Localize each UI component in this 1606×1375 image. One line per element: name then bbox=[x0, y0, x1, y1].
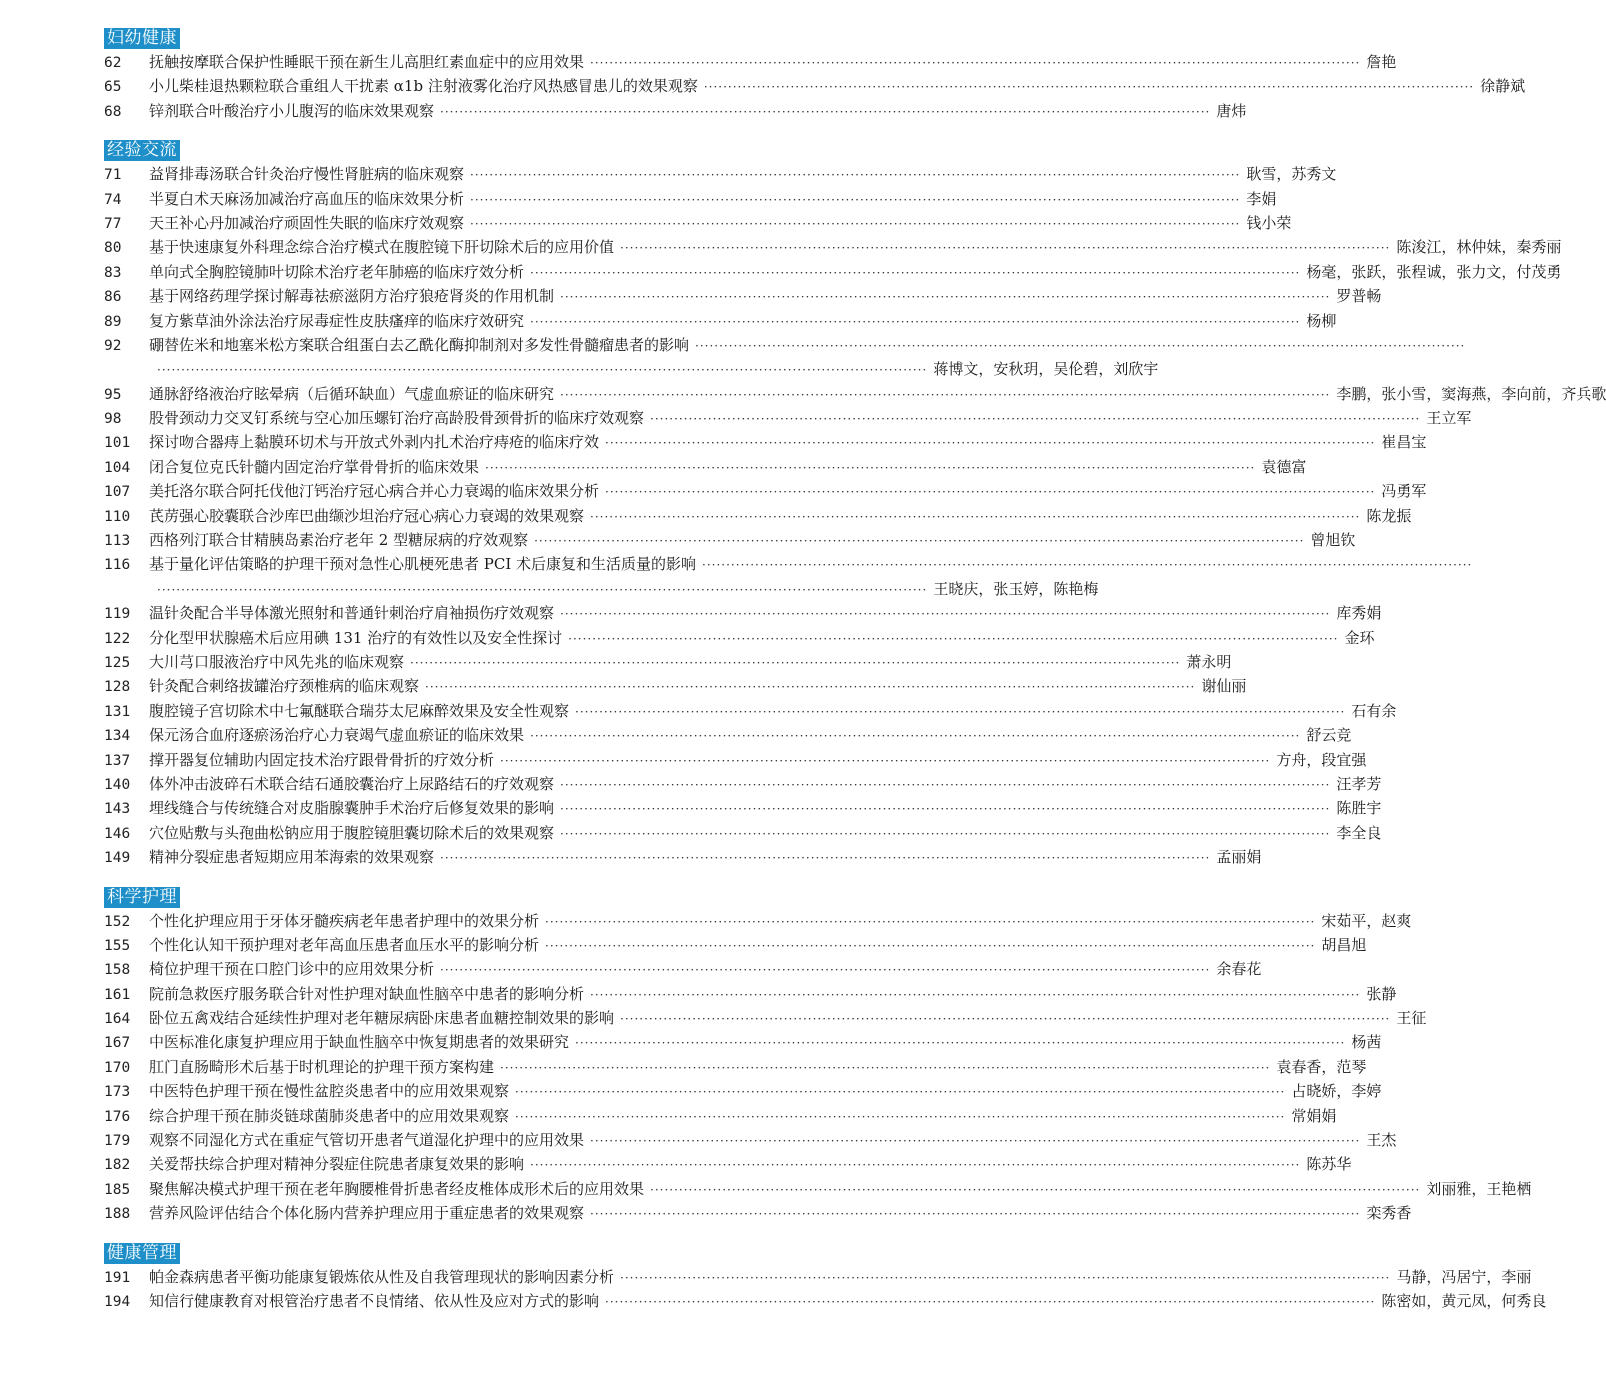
article-authors: 李全良 bbox=[1336, 823, 1382, 842]
article-title: 大川芎口服液治疗中风先兆的临床观察 bbox=[149, 652, 405, 671]
article-title: 通脉舒络液治疗眩晕病（后循环缺血）气虚血瘀证的临床研究 bbox=[149, 384, 555, 403]
dot-leader: ································································································································································ bbox=[590, 1134, 1361, 1149]
dot-leader: ································································································································································ bbox=[545, 914, 1316, 929]
dot-leader: ································································································································································ bbox=[440, 851, 1211, 866]
dot-leader: ································································································································································ bbox=[530, 1158, 1301, 1173]
article-authors: 刘丽雅，王艳栖 bbox=[1426, 1179, 1532, 1198]
article-title: 美托洛尔联合阿托伐他汀钙治疗冠心病合并心力衰竭的临床效果分析 bbox=[149, 482, 600, 501]
article-title: 闭合复位克氏针髓内固定治疗掌骨骨折的临床效果 bbox=[149, 457, 480, 476]
toc-entry[interactable] bbox=[104, 846, 1262, 870]
dot-leader: ································································································································································ bbox=[620, 1270, 1391, 1285]
article-authors: 冯勇军 bbox=[1381, 482, 1427, 501]
toc-entry[interactable] bbox=[104, 1129, 1397, 1153]
page-number: 152 bbox=[104, 913, 131, 930]
toc-entry[interactable] bbox=[104, 1056, 1367, 1080]
article-authors: 杨茜 bbox=[1351, 1033, 1382, 1052]
page-number: 161 bbox=[104, 986, 131, 1003]
dot-leader: ································································································································································ bbox=[157, 582, 928, 597]
article-title: 益肾排毒汤联合针灸治疗慢性肾脏病的临床观察 bbox=[149, 165, 465, 184]
page-number: 176 bbox=[104, 1108, 131, 1125]
page-number: 104 bbox=[104, 459, 131, 476]
toc-entry[interactable] bbox=[104, 1290, 1547, 1314]
table-of-contents bbox=[104, 28, 1606, 1330]
toc-entry[interactable] bbox=[104, 529, 1356, 553]
toc-entry[interactable] bbox=[104, 456, 1307, 480]
page-number: 92 bbox=[104, 337, 122, 354]
article-title: 卧位五禽戏结合延续性护理对老年糖尿病卧床患者血糖控制效果的影响 bbox=[149, 1009, 615, 1028]
toc-entry[interactable] bbox=[104, 212, 1292, 236]
dot-leader: ································································································································································ bbox=[575, 1036, 1346, 1051]
article-authors: 舒云竞 bbox=[1306, 726, 1352, 745]
toc-entry[interactable] bbox=[104, 773, 1382, 797]
page-number: 86 bbox=[104, 289, 122, 306]
dot-leader: ································································································································································ bbox=[568, 631, 1339, 646]
page-number: 140 bbox=[104, 776, 131, 793]
dot-leader: ································································································································································ bbox=[500, 1060, 1271, 1075]
toc-entry[interactable] bbox=[104, 700, 1397, 724]
page-number: 62 bbox=[104, 55, 122, 71]
page-number: 77 bbox=[104, 215, 122, 232]
section-title: 健康管理 bbox=[104, 1243, 180, 1264]
page-number: 113 bbox=[104, 533, 131, 550]
toc-entry[interactable] bbox=[104, 75, 1526, 99]
dot-leader: ································································································································································ bbox=[590, 56, 1361, 70]
article-title: 西格列汀联合甘精胰岛素治疗老年 2 型糖尿病的疗效观察 bbox=[149, 531, 529, 550]
toc-entry[interactable] bbox=[104, 407, 1472, 431]
page-number: 107 bbox=[104, 484, 131, 501]
article-title: 分化型甲状腺癌术后应用碘 131 治疗的有效性以及安全性探讨 bbox=[149, 628, 563, 647]
article-authors: 陈胜宇 bbox=[1336, 799, 1382, 818]
toc-entry[interactable] bbox=[104, 797, 1382, 821]
dot-leader: ································································································································································ bbox=[485, 460, 1256, 475]
toc-entry[interactable] bbox=[104, 1202, 1412, 1226]
page-number: 125 bbox=[104, 654, 131, 671]
page-number: 167 bbox=[104, 1035, 131, 1052]
article-authors: 徐静斌 bbox=[1480, 77, 1526, 96]
dot-leader: ································································································································································ bbox=[530, 314, 1301, 329]
dot-leader: ································································································································································ bbox=[534, 534, 1305, 549]
article-authors: 蒋博文，安秋玥，吴伦碧，刘欣宇 bbox=[933, 360, 1159, 379]
page-number: 173 bbox=[104, 1084, 131, 1101]
toc-entry-continuation[interactable] bbox=[104, 578, 1099, 602]
page-number: 128 bbox=[104, 679, 131, 696]
article-title: 聚焦解决模式护理干预在老年胸腰椎骨折患者经皮椎体成形术后的应用效果 bbox=[149, 1179, 645, 1198]
section-health-management bbox=[104, 1242, 1547, 1315]
article-authors: 谢仙丽 bbox=[1201, 677, 1247, 696]
toc-entry[interactable] bbox=[104, 602, 1382, 626]
dot-leader: ································································································································································ bbox=[560, 387, 1331, 402]
dot-leader: ································································································································································ bbox=[470, 216, 1241, 231]
toc-list bbox=[104, 51, 1526, 124]
page-number: 89 bbox=[104, 313, 122, 330]
page-number: 110 bbox=[104, 508, 131, 525]
article-title: 复方紫草油外涂法治疗尿毒症性皮肤瘙痒的临床疗效研究 bbox=[149, 311, 525, 330]
page-number: 149 bbox=[104, 850, 131, 867]
dot-leader: ································································································································································ bbox=[515, 1085, 1286, 1100]
toc-entry[interactable] bbox=[104, 675, 1247, 699]
toc-entry[interactable] bbox=[104, 1105, 1337, 1129]
article-title: 体外冲击波碎石术联合结石通胶囊治疗上尿路结石的疗效观察 bbox=[149, 774, 555, 793]
dot-leader: ································································································································································ bbox=[470, 168, 1241, 183]
toc-list bbox=[104, 910, 1532, 1227]
article-title: 针灸配合刺络拔罐治疗颈椎病的临床观察 bbox=[149, 677, 420, 696]
article-authors: 陈龙振 bbox=[1366, 506, 1412, 525]
article-authors: 方舟，段宜强 bbox=[1276, 750, 1367, 769]
article-authors: 陈密如，黄元凤，何秀良 bbox=[1381, 1291, 1547, 1310]
dot-leader: ································································································································································ bbox=[590, 509, 1361, 524]
page-number: 116 bbox=[104, 557, 131, 574]
toc-entry[interactable] bbox=[104, 188, 1277, 212]
toc-entry[interactable] bbox=[104, 934, 1367, 958]
article-authors: 金环 bbox=[1344, 628, 1375, 647]
dot-leader: ································································································································································ bbox=[530, 265, 1301, 280]
article-title: 探讨吻合器痔上黏膜环切术与开放式外剥内扎术治疗痔疮的临床疗效 bbox=[149, 433, 600, 452]
article-title: 中医特色护理干预在慢性盆腔炎患者中的应用效果观察 bbox=[149, 1082, 510, 1101]
toc-entry[interactable] bbox=[104, 1007, 1427, 1031]
article-authors: 汪孝芳 bbox=[1336, 774, 1382, 793]
dot-leader: ································································································································································ bbox=[560, 607, 1331, 622]
article-authors: 崔昌宝 bbox=[1381, 433, 1427, 452]
page-number: 65 bbox=[104, 79, 122, 96]
article-authors: 萧永明 bbox=[1186, 652, 1232, 671]
toc-entry[interactable] bbox=[104, 163, 1337, 187]
dot-leader: ································································································································································ bbox=[157, 363, 928, 378]
article-authors: 马静，冯居宁，李丽 bbox=[1396, 1267, 1532, 1286]
article-authors: 占晓娇，李婷 bbox=[1291, 1082, 1382, 1101]
article-authors: 唐炜 bbox=[1216, 101, 1247, 120]
article-authors: 宋茹平，赵爽 bbox=[1321, 911, 1412, 930]
section-title: 经验交流 bbox=[104, 140, 180, 161]
article-title: 保元汤合血府逐瘀汤治疗心力衰竭气虚血瘀证的临床效果 bbox=[149, 726, 525, 745]
page-number: 164 bbox=[104, 1011, 131, 1028]
toc-list bbox=[104, 163, 1606, 870]
article-authors: 张静 bbox=[1366, 984, 1397, 1003]
article-title: 肛门直肠畸形术后基于时机理论的护理干预方案构建 bbox=[149, 1057, 495, 1076]
toc-entry[interactable] bbox=[104, 651, 1232, 675]
article-authors: 王征 bbox=[1396, 1009, 1427, 1028]
toc-entry[interactable] bbox=[104, 1153, 1352, 1177]
dot-leader: ································································································································································ bbox=[440, 963, 1211, 978]
article-authors: 库秀娟 bbox=[1336, 604, 1382, 623]
article-title: 帕金森病患者平衡功能康复锻炼依从性及自我管理现状的影响因素分析 bbox=[149, 1267, 615, 1286]
dot-leader: ································································································································································ bbox=[440, 104, 1211, 119]
dot-leader: ································································································································································ bbox=[530, 729, 1301, 744]
article-authors: 詹艳 bbox=[1366, 53, 1397, 71]
page-number: 191 bbox=[104, 1269, 131, 1286]
page-number: 170 bbox=[104, 1059, 131, 1076]
dot-leader: ································································································································································ bbox=[695, 338, 1466, 353]
toc-entry[interactable] bbox=[104, 480, 1427, 504]
section-scientific-nursing bbox=[104, 886, 1532, 1227]
dot-leader: ································································································································································ bbox=[590, 1207, 1361, 1222]
article-title: 中医标准化康复护理应用于缺血性脑卒中恢复期患者的效果研究 bbox=[149, 1033, 570, 1052]
page-number: 194 bbox=[104, 1293, 131, 1310]
toc-entry[interactable] bbox=[104, 822, 1382, 846]
page-number: 131 bbox=[104, 703, 131, 720]
page-number: 101 bbox=[104, 435, 131, 452]
toc-list bbox=[104, 1266, 1547, 1315]
article-title: 基于快速康复外科理念综合治疗模式在腹腔镜下肝切除术后的应用价值 bbox=[149, 238, 615, 257]
article-title: 综合护理干预在肺炎链球菌肺炎患者中的应用效果观察 bbox=[149, 1106, 510, 1125]
toc-entry[interactable] bbox=[104, 553, 1473, 577]
article-authors: 耿雪，苏秀文 bbox=[1246, 165, 1337, 184]
toc-entry[interactable] bbox=[104, 310, 1337, 334]
page-number: 188 bbox=[104, 1206, 131, 1223]
article-title: 基于网络药理学探讨解毒祛瘀滋阴方治疗狼疮肾炎的作用机制 bbox=[149, 287, 555, 306]
page-number: 146 bbox=[104, 825, 131, 842]
toc-entry[interactable] bbox=[104, 505, 1412, 529]
section-title: 妇幼健康 bbox=[104, 28, 180, 49]
toc-entry[interactable] bbox=[104, 983, 1397, 1007]
article-authors: 陈苏华 bbox=[1306, 1155, 1352, 1174]
toc-entry[interactable] bbox=[104, 51, 1397, 75]
toc-entry-continuation[interactable] bbox=[104, 358, 1159, 382]
toc-entry[interactable] bbox=[104, 100, 1247, 124]
toc-entry[interactable] bbox=[104, 1178, 1532, 1202]
page-number: 134 bbox=[104, 728, 131, 745]
dot-leader: ································································································································································ bbox=[545, 938, 1316, 953]
article-title: 锌剂联合叶酸治疗小儿腹泻的临床效果观察 bbox=[149, 101, 435, 120]
article-authors: 袁春香，范琴 bbox=[1276, 1057, 1367, 1076]
section-experience-exchange bbox=[104, 140, 1606, 870]
article-authors: 常娟娟 bbox=[1291, 1106, 1337, 1125]
article-title: 半夏白术天麻汤加减治疗高血压的临床效果分析 bbox=[149, 189, 465, 208]
article-authors: 李鹏，张小雪，窦海燕，李向前，齐兵歌 bbox=[1336, 384, 1606, 403]
page-number: 185 bbox=[104, 1181, 131, 1198]
article-title: 基于量化评估策略的护理干预对急性心肌梗死患者 PCI 术后康复和生活质量的影响 bbox=[149, 555, 697, 574]
page-number: 155 bbox=[104, 937, 131, 954]
page-number: 68 bbox=[104, 103, 122, 120]
article-title: 单向式全胸腔镜肺叶切除术治疗老年肺癌的临床疗效分析 bbox=[149, 262, 525, 281]
article-authors: 余春花 bbox=[1216, 960, 1262, 979]
article-title: 关爱帮扶综合护理对精神分裂症住院患者康复效果的影响 bbox=[149, 1155, 525, 1174]
dot-leader: ································································································································································ bbox=[560, 802, 1331, 817]
article-title: 撑开器复位辅助内固定技术治疗跟骨骨折的疗效分析 bbox=[149, 750, 495, 769]
article-title: 观察不同湿化方式在重症气管切开患者气道湿化护理中的应用效果 bbox=[149, 1131, 585, 1150]
dot-leader: ································································································································································ bbox=[560, 290, 1331, 305]
toc-entry[interactable] bbox=[104, 236, 1562, 260]
page-number: 98 bbox=[104, 411, 122, 428]
article-authors: 胡昌旭 bbox=[1321, 935, 1367, 954]
article-title: 精神分裂症患者短期应用苯海索的效果观察 bbox=[149, 848, 435, 867]
article-title: 股骨颈动力交叉钉系统与空心加压螺钉治疗高龄股骨颈骨折的临床疗效观察 bbox=[149, 409, 645, 428]
article-authors: 杨毫，张跃，张程诚，张力文，付茂勇 bbox=[1306, 262, 1562, 281]
article-title: 个性化护理应用于牙体牙髓疾病老年患者护理中的效果分析 bbox=[149, 911, 540, 930]
article-title: 院前急救医疗服务联合针对性护理对缺血性脑卒中患者的影响分析 bbox=[149, 984, 585, 1003]
dot-leader: ································································································································································ bbox=[560, 777, 1331, 792]
toc-entry[interactable] bbox=[104, 627, 1375, 651]
dot-leader: ································································································································································ bbox=[425, 680, 1196, 695]
toc-entry[interactable] bbox=[104, 261, 1562, 285]
article-authors: 钱小荣 bbox=[1246, 213, 1292, 232]
toc-entry[interactable] bbox=[104, 749, 1367, 773]
toc-entry[interactable] bbox=[104, 285, 1382, 309]
toc-entry[interactable] bbox=[104, 724, 1352, 748]
dot-leader: ································································································································································ bbox=[605, 436, 1376, 451]
dot-leader: ································································································································································ bbox=[650, 1182, 1421, 1197]
article-authors: 曾旭钦 bbox=[1310, 531, 1356, 550]
dot-leader: ································································································································································ bbox=[620, 241, 1391, 256]
toc-entry[interactable] bbox=[104, 1266, 1532, 1290]
dot-leader: ································································································································································ bbox=[620, 1012, 1391, 1027]
article-authors: 罗普畅 bbox=[1336, 287, 1382, 306]
article-authors: 袁德富 bbox=[1261, 457, 1307, 476]
page-number: 137 bbox=[104, 752, 131, 769]
dot-leader: ································································································································································ bbox=[515, 1109, 1286, 1124]
article-authors: 栾秀香 bbox=[1366, 1204, 1412, 1223]
page-number: 179 bbox=[104, 1133, 131, 1150]
article-title: 抚触按摩联合保护性睡眠干预在新生儿高胆红素血症中的应用效果 bbox=[149, 53, 585, 71]
dot-leader: ································································································································································ bbox=[470, 192, 1241, 207]
page-number: 95 bbox=[104, 386, 122, 403]
page-number: 122 bbox=[104, 630, 131, 647]
toc-entry[interactable] bbox=[104, 958, 1262, 982]
article-title: 椅位护理干预在口腔门诊中的应用效果分析 bbox=[149, 960, 435, 979]
article-title: 个性化认知干预护理对老年高血压患者血压水平的影响分析 bbox=[149, 935, 540, 954]
dot-leader: ································································································································································ bbox=[500, 753, 1271, 768]
article-title: 营养风险评估结合个体化肠内营养护理应用于重症患者的效果观察 bbox=[149, 1204, 585, 1223]
page-number: 158 bbox=[104, 962, 131, 979]
dot-leader: ································································································································································ bbox=[560, 826, 1331, 841]
article-authors: 石有余 bbox=[1351, 701, 1397, 720]
toc-entry[interactable] bbox=[104, 431, 1427, 455]
article-authors: 王立军 bbox=[1426, 409, 1472, 428]
section-title: 科学护理 bbox=[104, 887, 180, 908]
article-title: 硼替佐米和地塞米松方案联合组蛋白去乙酰化酶抑制剂对多发性骨髓瘤患者的影响 bbox=[149, 335, 690, 354]
page-number: 80 bbox=[104, 240, 122, 257]
toc-entry[interactable] bbox=[104, 383, 1606, 407]
dot-leader: ································································································································································ bbox=[703, 80, 1475, 95]
toc-entry[interactable] bbox=[104, 1080, 1382, 1104]
page-number: 119 bbox=[104, 606, 131, 623]
article-authors: 陈浚江，林仲妹，秦秀丽 bbox=[1396, 238, 1562, 257]
article-title: 腹腔镜子宫切除术中七氟醚联合瑞芬太尼麻醉效果及安全性观察 bbox=[149, 701, 570, 720]
page-number: 71 bbox=[104, 167, 122, 184]
toc-entry[interactable] bbox=[104, 910, 1412, 934]
article-title: 小儿柴桂退热颗粒联合重组人干扰素 α1b 注射液雾化治疗风热感冒患儿的效果观察 bbox=[149, 77, 698, 96]
dot-leader: ································································································································································ bbox=[605, 1294, 1376, 1309]
toc-entry[interactable] bbox=[104, 334, 1466, 358]
dot-leader: ································································································································································ bbox=[590, 987, 1361, 1002]
article-authors: 王杰 bbox=[1366, 1131, 1397, 1150]
article-title: 知信行健康教育对根管治疗患者不良情绪、依从性及应对方式的影响 bbox=[149, 1291, 600, 1310]
article-title: 芪苈强心胶囊联合沙库巴曲缬沙坦治疗冠心病心力衰竭的效果观察 bbox=[149, 506, 585, 525]
page-number: 143 bbox=[104, 801, 131, 818]
page-number: 74 bbox=[104, 191, 122, 208]
dot-leader: ································································································································································ bbox=[605, 485, 1376, 500]
article-title: 天王补心丹加减治疗顽固性失眠的临床疗效观察 bbox=[149, 213, 465, 232]
toc-entry[interactable] bbox=[104, 1031, 1382, 1055]
dot-leader: ································································································································································ bbox=[410, 655, 1181, 670]
article-authors: 王晓庆，张玉婷，陈艳梅 bbox=[933, 579, 1099, 598]
dot-leader: ································································································································································ bbox=[702, 558, 1473, 573]
article-authors: 孟丽娟 bbox=[1216, 848, 1262, 867]
article-title: 埋线缝合与传统缝合对皮脂腺囊肿手术治疗后修复效果的影响 bbox=[149, 799, 555, 818]
section-maternal-child-health bbox=[104, 28, 1526, 124]
dot-leader: ································································································································································ bbox=[650, 412, 1421, 427]
page-number: 83 bbox=[104, 264, 122, 281]
page-number: 182 bbox=[104, 1157, 131, 1174]
article-authors: 李娟 bbox=[1246, 189, 1277, 208]
dot-leader: ································································································································································ bbox=[575, 704, 1346, 719]
article-authors: 杨柳 bbox=[1306, 311, 1337, 330]
article-title: 温针灸配合半导体激光照射和普通针刺治疗肩袖损伤疗效观察 bbox=[149, 604, 555, 623]
article-title: 穴位贴敷与头孢曲松钠应用于腹腔镜胆囊切除术后的效果观察 bbox=[149, 823, 555, 842]
